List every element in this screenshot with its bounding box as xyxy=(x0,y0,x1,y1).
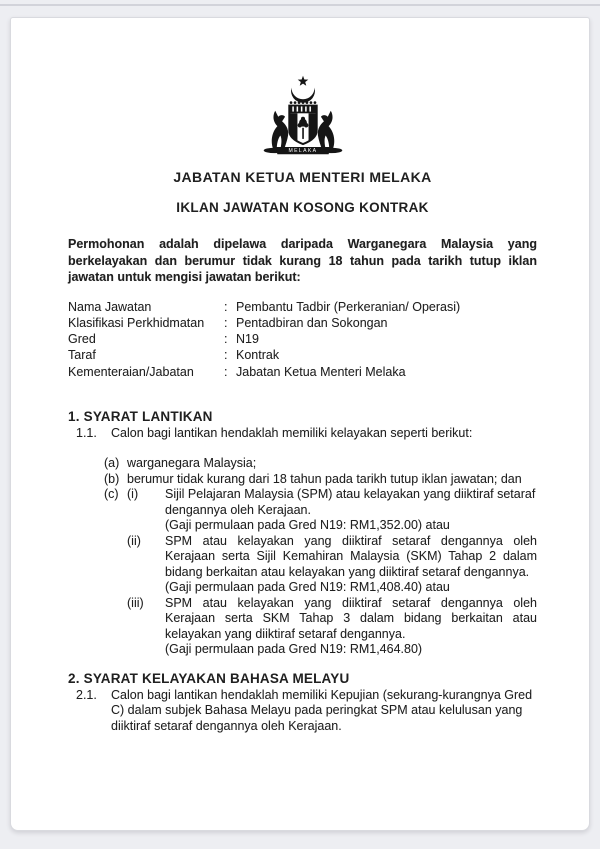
document-title: JABATAN KETUA MENTERI MELAKA xyxy=(173,169,432,185)
salary-note: (Gaji permulaan pada Gred N19: RM1,352.00) atau xyxy=(165,518,450,533)
item-marker: (b) xyxy=(104,471,120,486)
item-marker: (c) xyxy=(104,487,119,502)
section-2-heading: 2. SYARAT KELAYAKAN BAHASA MELAYU xyxy=(68,670,350,686)
document-page xyxy=(10,17,590,831)
clause-1-1 xyxy=(76,426,537,442)
item-body: Sijil Pelajaran Malaysia (SPM) atau kelayakan yang diiktiraf setaraf dengannya oleh Kerajaan. xyxy=(165,487,536,517)
salary-note: (Gaji permulaan pada Gred N19: RM1,408.40) atau xyxy=(165,580,450,595)
item-text: warganegara Malaysia; xyxy=(127,456,257,471)
item-marker xyxy=(104,596,127,658)
item-text xyxy=(165,487,537,534)
detail-colon: : xyxy=(224,332,228,347)
melaka-crest-icon xyxy=(251,74,355,156)
detail-colon: : xyxy=(224,348,228,363)
clause-2-1 xyxy=(76,688,537,735)
salary-note: (Gaji permulaan pada Gred N19: RM1,464.80) xyxy=(165,642,423,657)
item-sub-marker: (i) xyxy=(127,487,139,502)
detail-row-taraf xyxy=(68,347,537,363)
detail-row-gred xyxy=(68,331,537,347)
item-sub-marker: (iii) xyxy=(127,595,144,610)
intro-paragraph: Permohonan adalah dipelawa daripada Warganegara Malaysia yang berkelayakan dan berumur tidak kurang 18 tahun pada tarikh tutup iklan jawatan untuk mengisi jawatan berikut: xyxy=(68,237,537,284)
deer-right-icon xyxy=(317,111,333,149)
detail-colon: : xyxy=(224,299,228,314)
crest-chain xyxy=(289,101,316,104)
clause-number: 1.1. xyxy=(76,425,97,440)
item-body: SPM atau kelayakan yang diiktiraf setaraf dengannya oleh Kerajaan serta Sijil Kemahiran Malaysia (SKM) Tahap 2 dalam bidang berkaitan atau kelayakan yang diiktiraf setaraf dengannya. xyxy=(165,533,537,579)
item-c-i xyxy=(104,487,537,534)
detail-value: Jabatan Ketua Menteri Melaka xyxy=(236,364,406,379)
item-text xyxy=(165,596,537,658)
item-marker xyxy=(104,534,127,596)
detail-colon: : xyxy=(224,315,228,330)
clause-number: 2.1. xyxy=(76,687,97,702)
item-text xyxy=(165,534,537,596)
clause-text: Calon bagi lantikan hendaklah memiliki kelayakan seperti berikut: xyxy=(111,425,473,440)
detail-label: Taraf xyxy=(68,348,96,363)
item-body: SPM atau kelayakan yang diiktiraf setaraf dengannya oleh Kerajaan serta SKM Tahap 3 dalam bidang berkaitan atau kelayakan yang diiktiraf setaraf dengannya. xyxy=(165,595,537,641)
crescent-icon xyxy=(291,88,315,103)
document-subtitle: IKLAN JAWATAN KOSONG KONTRAK xyxy=(176,200,429,215)
clause-text: Calon bagi lantikan hendaklah memiliki Kepujian (sekurang-kurangnya Gred C) dalam subjek Bahasa Melayu pada peringkat SPM atau kelulusan yang diiktiraf setaraf dengannya oleh Kerajaan. xyxy=(111,687,533,733)
detail-value: N19 xyxy=(236,332,259,347)
detail-value: Pentadbiran dan Sokongan xyxy=(236,315,388,330)
item-text: berumur tidak kurang dari 18 tahun pada tarikh tutup iklan jawatan; dan xyxy=(127,471,522,486)
item-c-iii xyxy=(104,596,537,658)
scan-top-divider xyxy=(0,4,600,6)
job-details-list xyxy=(68,299,537,380)
crest-ribbon xyxy=(275,147,330,154)
item-b xyxy=(104,472,537,488)
section-1-heading: 1. SYARAT LANTIKAN xyxy=(68,408,213,424)
detail-row-nama-jawatan xyxy=(68,299,537,315)
detail-label: Gred xyxy=(68,332,96,347)
crest-container xyxy=(251,74,355,156)
item-c-ii xyxy=(104,534,537,596)
detail-label: Nama Jawatan xyxy=(68,299,152,314)
detail-value: Pembantu Tadbir (Perkeranian/ Operasi) xyxy=(236,299,461,314)
detail-label: Kementeraian/Jabatan xyxy=(68,364,194,379)
detail-label: Klasifikasi Perkhidmatan xyxy=(68,315,205,330)
section-1-items xyxy=(104,456,537,658)
detail-value: Kontrak xyxy=(236,348,280,363)
detail-colon: : xyxy=(224,364,228,379)
crest-ribbon-text: MELAKA xyxy=(288,148,317,155)
item-marker: (a) xyxy=(104,456,120,471)
item-a xyxy=(104,456,537,472)
star-icon xyxy=(297,76,308,86)
item-sub-marker: (ii) xyxy=(127,533,141,548)
detail-row-klasifikasi xyxy=(68,315,537,331)
detail-row-kementerian xyxy=(68,364,537,380)
deer-left-icon xyxy=(271,111,287,149)
